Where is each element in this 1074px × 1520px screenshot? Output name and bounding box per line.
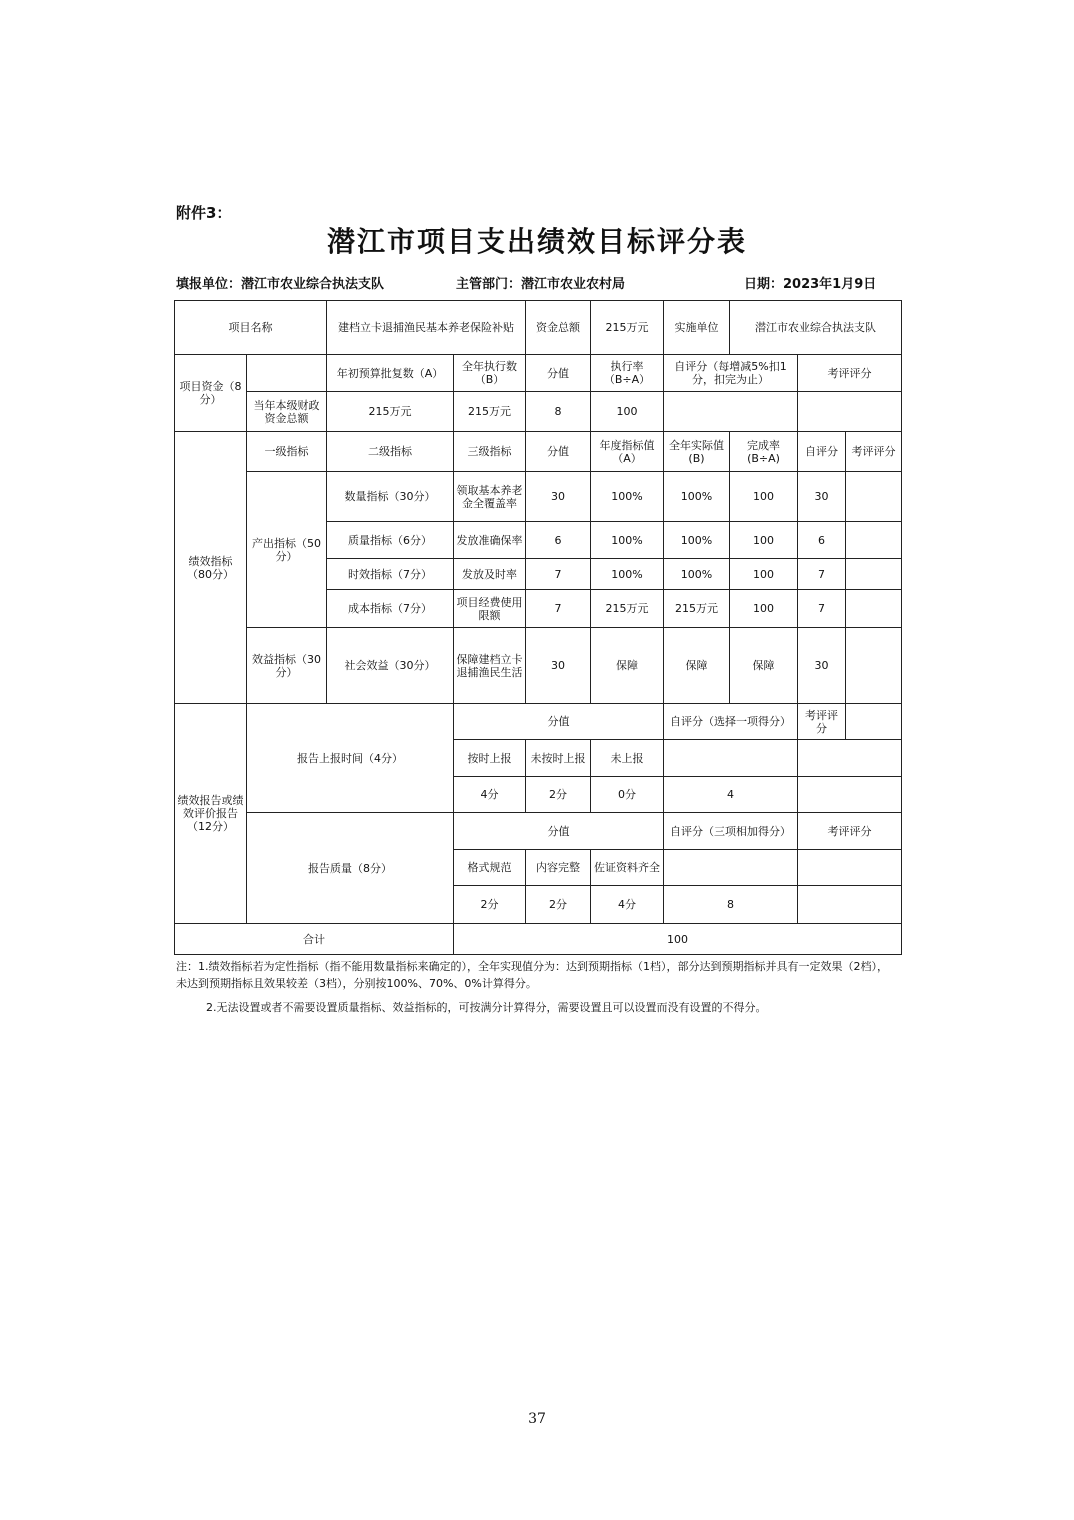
review-score-cell [846, 559, 902, 590]
level2-cell: 数量指标（30分） [327, 472, 454, 522]
completion-cell: 100 [730, 590, 798, 628]
self-score-cell: 30 [798, 472, 846, 522]
option-value: 4分 [591, 886, 664, 924]
self-score-cell: 7 [798, 559, 846, 590]
page-title: 潜江市项目支出绩效目标评分表 [326, 225, 747, 258]
option-value: 2分 [526, 777, 591, 813]
review-score-value [798, 886, 902, 924]
score-cell: 7 [526, 559, 591, 590]
self-score-value: 4 [664, 777, 798, 813]
completion-cell: 保障 [730, 628, 798, 704]
option-not-reported: 未上报 [591, 740, 664, 777]
self-score-cell: 6 [798, 522, 846, 559]
level3-cell: 保障建档立卡退捕渔民生活 [454, 628, 526, 704]
option-format: 格式规范 [454, 850, 526, 886]
review-score-value [798, 392, 902, 432]
fund-total-label: 资金总额 [526, 301, 591, 355]
option-value: 2分 [454, 886, 526, 924]
self-score-header: 自评分（选择一项得分） [664, 704, 798, 740]
table-row [175, 924, 902, 955]
exec-rate-header: 执行率（B÷A） [591, 355, 664, 392]
target-cell: 100% [591, 472, 664, 522]
review-score-cell [846, 590, 902, 628]
blank-cell [846, 704, 902, 740]
blank-cell [798, 740, 902, 777]
fund-total-value: 215万元 [591, 301, 664, 355]
option-late: 未按时上报 [526, 740, 591, 777]
table-row [175, 432, 902, 472]
report-time-label: 报告上报时间（4分） [247, 704, 454, 813]
score-cell: 7 [526, 590, 591, 628]
score-cell: 30 [526, 472, 591, 522]
attachment-label: 附件3： [176, 204, 232, 222]
review-score-cell [846, 472, 902, 522]
level2-cell: 社会效益（30分） [327, 628, 454, 704]
score-header: 分值 [526, 355, 591, 392]
table-row [175, 355, 902, 392]
level3-cell: 项目经费使用限额 [454, 590, 526, 628]
supervising-dept: 主管部门：潜江市农业农村局 [456, 277, 626, 292]
score-table [174, 300, 902, 955]
table-row [175, 628, 902, 666]
target-cell: 100% [591, 559, 664, 590]
option-evidence: 佐证资料齐全 [591, 850, 664, 886]
self-score-value: 8 [664, 886, 798, 924]
table-row [175, 813, 902, 850]
actual-header: 全年实际值(B) [664, 432, 730, 472]
table-row [175, 704, 902, 740]
report-label: 绩效报告或绩效评价报告（12分） [175, 704, 247, 924]
score-header: 分值 [526, 432, 591, 472]
review-score-header: 考评评分 [798, 355, 902, 392]
budget-value: 215万元 [327, 392, 454, 432]
score-header: 分值 [454, 704, 664, 740]
level3-header: 三级指标 [454, 432, 526, 472]
review-score-header: 考评评分 [798, 704, 846, 740]
exec-header: 全年执行数（B） [454, 355, 526, 392]
review-score-cell [846, 522, 902, 559]
option-value: 2分 [526, 886, 591, 924]
score-cell: 6 [526, 522, 591, 559]
level2-cell: 成本指标（7分） [327, 590, 454, 628]
option-on-time: 按时上报 [454, 740, 526, 777]
exec-rate-value: 100 [591, 392, 664, 432]
score-cell: 30 [526, 628, 591, 704]
level2-cell: 时效指标（7分） [327, 559, 454, 590]
blank-cell [247, 355, 327, 392]
target-header: 年度指标值（A） [591, 432, 664, 472]
blank-cell [664, 850, 798, 886]
self-score-value [664, 392, 798, 432]
budget-header: 年初预算批复数（A） [327, 355, 454, 392]
table-row [175, 472, 902, 522]
completion-cell: 100 [730, 559, 798, 590]
actual-cell: 保障 [664, 628, 730, 704]
report-date: 日期：2023年1月9日 [744, 277, 877, 292]
self-score-header: 自评分（每增减5%扣1分，扣完为止） [664, 355, 798, 392]
completion-header: 完成率(B÷A) [730, 432, 798, 472]
table-row [175, 392, 902, 432]
output-indicator-label: 产出指标（50分） [247, 472, 327, 628]
actual-cell: 100% [664, 559, 730, 590]
blank-cell [798, 850, 902, 886]
self-score-header: 自评分（三项相加得分） [664, 813, 798, 850]
self-score-cell: 7 [798, 590, 846, 628]
target-cell: 215万元 [591, 590, 664, 628]
table-row [175, 301, 902, 355]
page-number: 37 [528, 1411, 546, 1427]
review-score-value [798, 777, 902, 813]
report-quality-label: 报告质量（8分） [247, 813, 454, 924]
project-name-label: 项目名称 [175, 301, 327, 355]
self-score-header: 自评分 [798, 432, 846, 472]
completion-cell: 100 [730, 472, 798, 522]
actual-cell: 215万元 [664, 590, 730, 628]
blank-cell [664, 740, 798, 777]
filing-unit: 填报单位：潜江市农业综合执法支队 [176, 277, 385, 292]
level3-cell: 发放及时率 [454, 559, 526, 590]
project-funds-label: 项目资金（8分） [175, 355, 247, 432]
note-1: 注：1.绩效指标若为定性指标（指不能用数量指标来确定的），全年实现值分为：达到预期指标（1档），部分达到预期指标并具有一定效果（2档），未达到预期指标且效果较差（3档），分别按100%、70%、0%计算得分。 [176, 960, 888, 990]
option-content: 内容完整 [526, 850, 591, 886]
actual-cell: 100% [664, 472, 730, 522]
option-value: 4分 [454, 777, 526, 813]
review-score-cell [846, 628, 902, 704]
impl-unit-value: 潜江市农业综合执法支队 [730, 301, 902, 355]
note-2: 2.无法设置或者不需要设置质量指标、效益指标的，可按满分计算得分，需要设置且可以设置而没有设置的不得分。 [206, 1001, 767, 1014]
level1-header: 一级指标 [247, 432, 327, 472]
option-value: 0分 [591, 777, 664, 813]
target-cell: 100% [591, 522, 664, 559]
fiscal-total-label: 当年本级财政资金总额 [247, 392, 327, 432]
exec-value: 215万元 [454, 392, 526, 432]
total-value: 100 [454, 924, 902, 955]
review-score-header: 考评评分 [798, 813, 902, 850]
level3-cell: 发放准确保率 [454, 522, 526, 559]
performance-label: 绩效指标（80分） [175, 432, 247, 704]
completion-cell: 100 [730, 522, 798, 559]
score-header: 分值 [454, 813, 664, 850]
score-value: 8 [526, 392, 591, 432]
total-label: 合计 [175, 924, 454, 955]
benefit-indicator-label: 效益指标（30分） [247, 628, 327, 704]
review-score-header: 考评评分 [846, 432, 902, 472]
self-score-cell: 30 [798, 628, 846, 704]
project-name-value: 建档立卡退捕渔民基本养老保险补贴 [327, 301, 526, 355]
level2-cell: 质量指标（6分） [327, 522, 454, 559]
level3-cell: 领取基本养老金全覆盖率 [454, 472, 526, 522]
impl-unit-label: 实施单位 [664, 301, 730, 355]
target-cell: 保障 [591, 628, 664, 704]
actual-cell: 100% [664, 522, 730, 559]
level2-header: 二级指标 [327, 432, 454, 472]
